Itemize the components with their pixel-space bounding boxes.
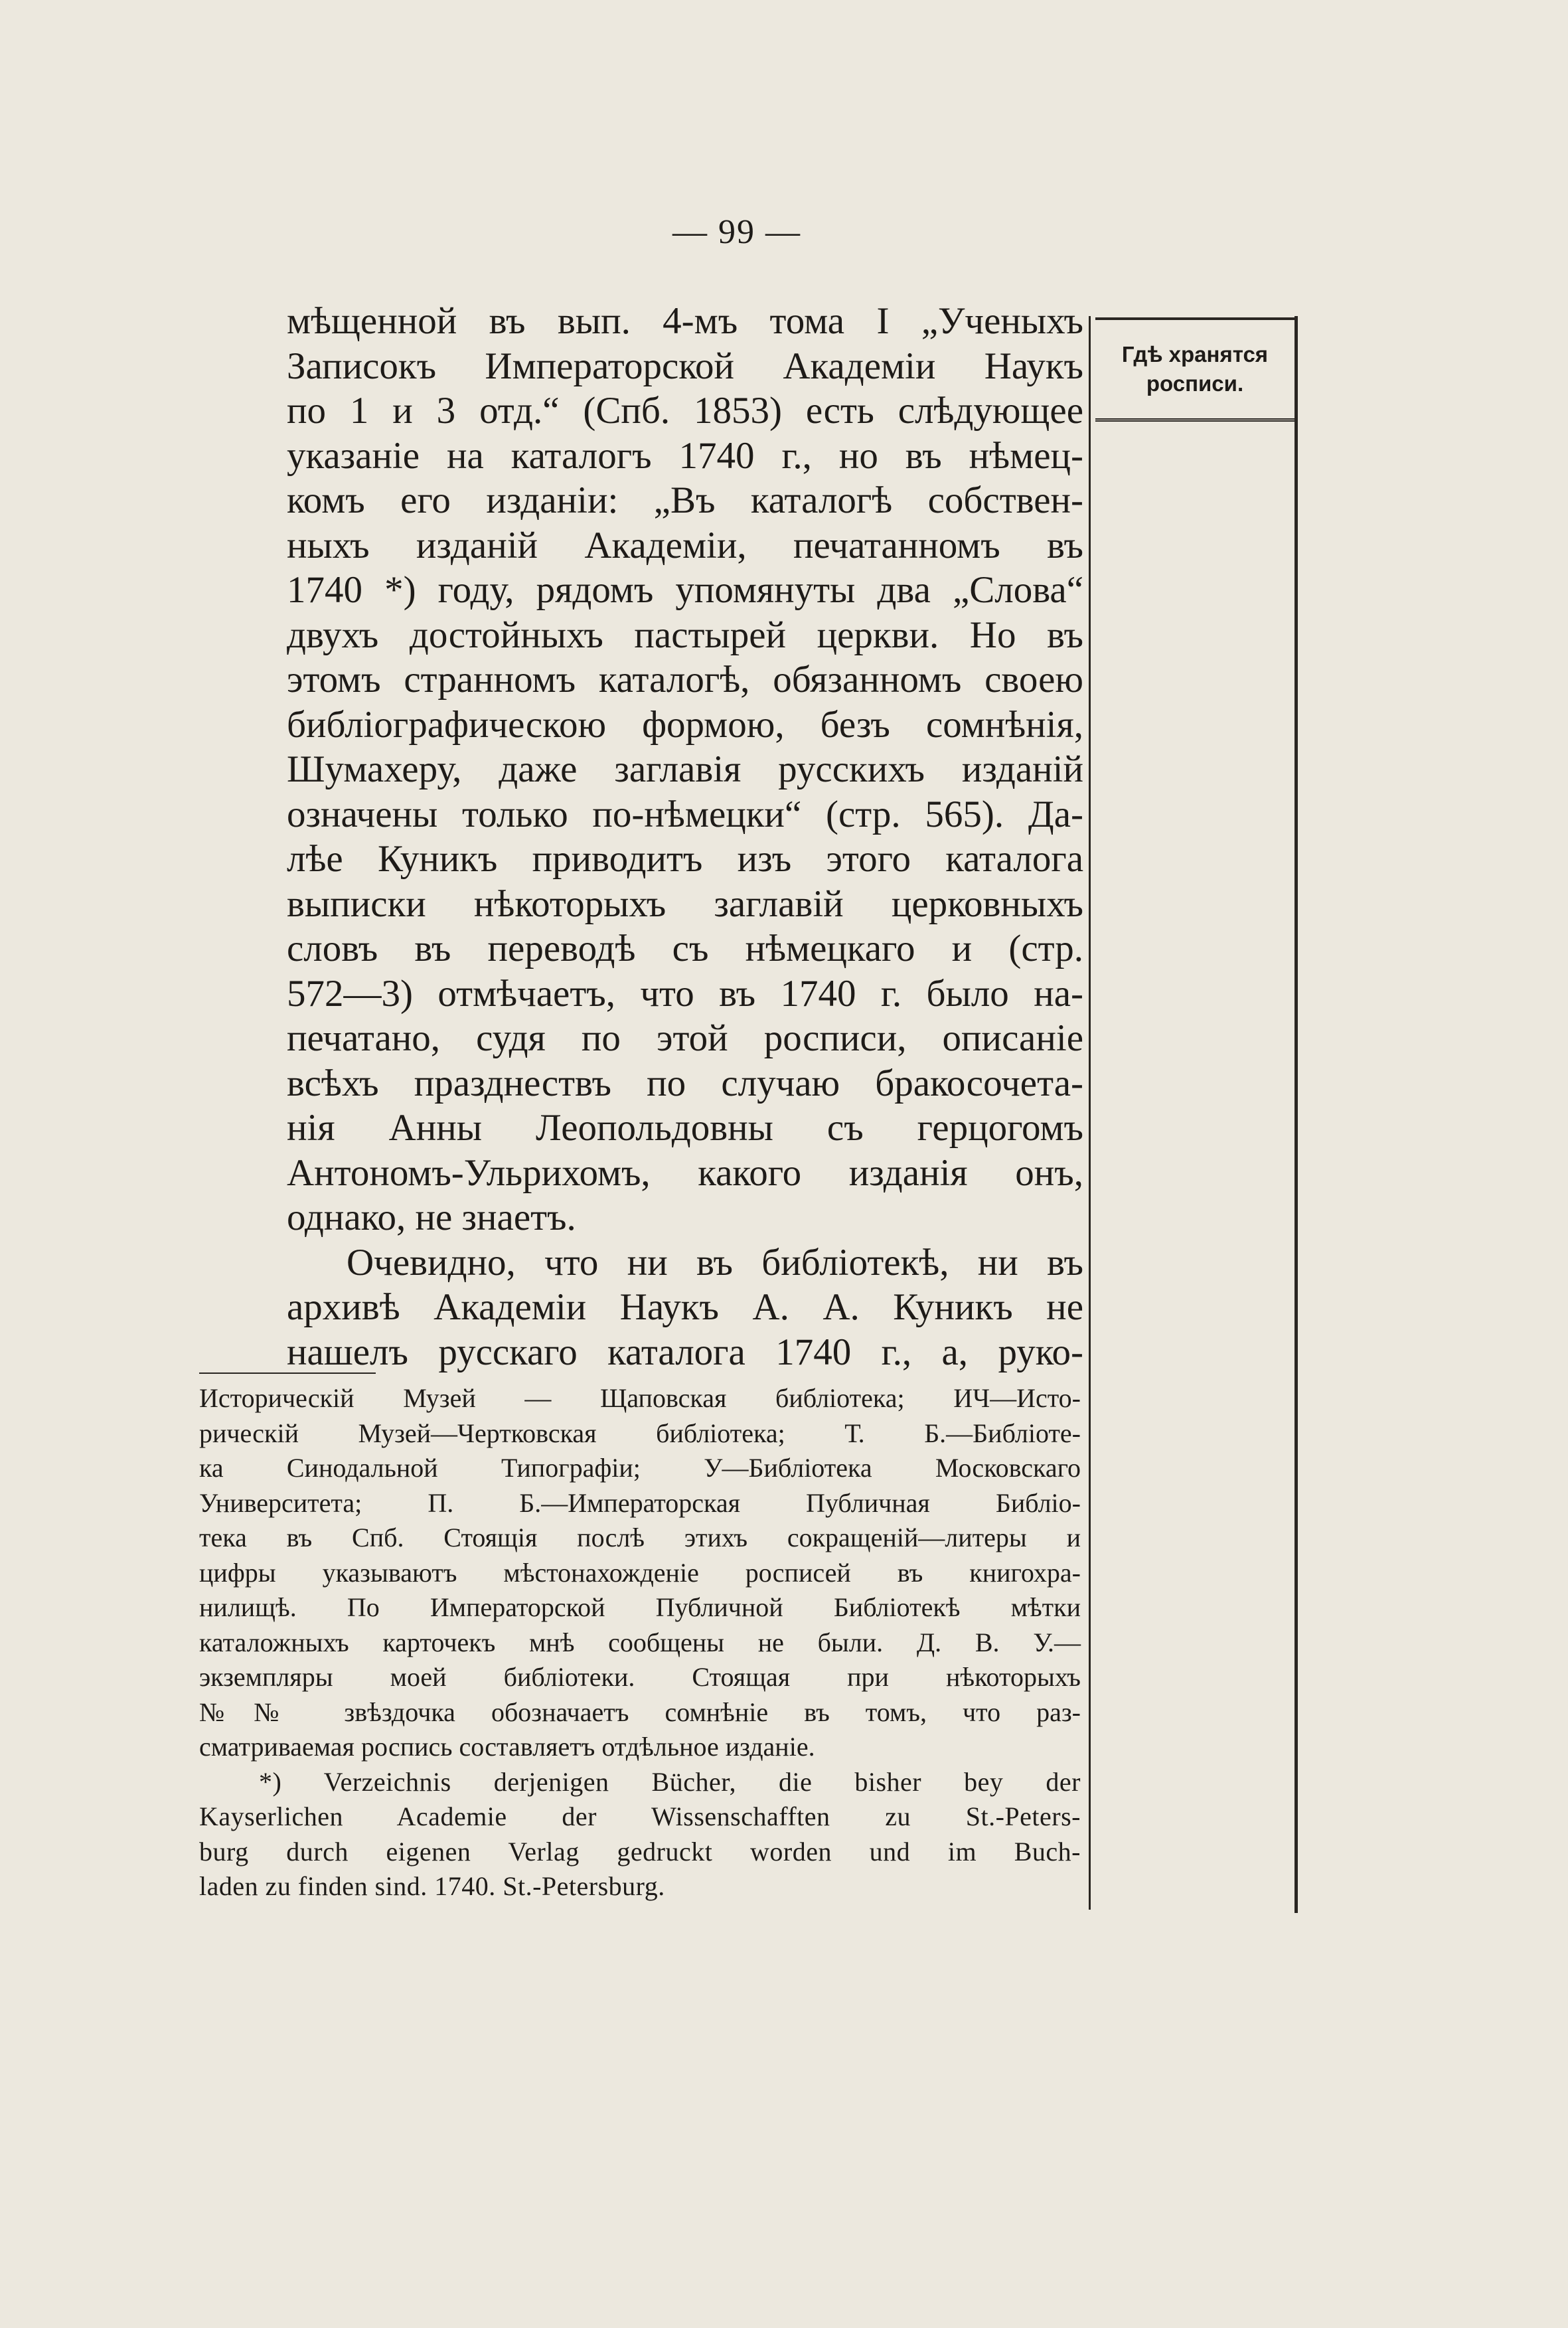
body-line: печатано, судя по этой росписи, описаніе (287, 1017, 1083, 1059)
body-line: архивѣ Академіи Наукъ А. А. Куникъ не (287, 1286, 1083, 1328)
margin-rule-right (1294, 316, 1298, 1913)
german-footnote-line: *) Verzeichnis derjenigen Bücher, die bisher bey der (259, 1766, 1081, 1797)
margin-note-box (1095, 317, 1294, 422)
footnote-line: Историческій Музей — Щаповская библіотека; ИЧ—Исто- (199, 1383, 1081, 1413)
body-line: по 1 и 3 отд.“ (Спб. 1853) есть слѣдующее (287, 390, 1083, 432)
margin-note-line: Гдѣ хранятся (1121, 342, 1269, 367)
footnote-line: нилищѣ. По Императорской Публичной Библіотекѣ мѣтки (199, 1592, 1081, 1622)
body-line: означены только по-нѣмецки“ (стр. 565). Да- (287, 793, 1083, 835)
footnote-line: каталожныхъ карточекъ мнѣ сообщены не были. Д. В. У.— (199, 1627, 1081, 1657)
body-line: ныхъ изданій Академіи, печатанномъ въ (287, 524, 1083, 566)
footnote-line: Университета; П. Б.—Императорская Публичная Библіо- (199, 1487, 1081, 1518)
footnote-line: экземпляры моей библіотеки. Стоящая при нѣкоторыхъ (199, 1662, 1081, 1692)
body-line: этомъ странномъ каталогѣ, обязанномъ своею (287, 659, 1083, 701)
margin-rule-left (1089, 316, 1091, 1910)
body-line: 1740 *) году, рядомъ упомянуты два „Слова“ (287, 569, 1083, 611)
body-line: Записокъ Императорской Академіи Наукъ (287, 345, 1083, 387)
footnote-line: цифры указываютъ мѣстонахожденіе росписей въ книгохра- (199, 1557, 1081, 1588)
main-body-text (287, 299, 1083, 1374)
german-footnote-line: laden zu finden sind. 1740. St.-Petersburg. (199, 1871, 665, 1901)
footnotes (199, 1381, 1081, 1904)
german-footnote-line: Kayserlichen Academie der Wissenschafften zu St.-Peters- (199, 1801, 1081, 1831)
body-line: нашелъ русскаго каталога 1740 г., а, руко- (287, 1331, 1083, 1373)
body-line: 572—3) отмѣчаетъ, что въ 1740 г. было на- (287, 972, 1083, 1015)
margin-note (1122, 340, 1268, 398)
body-line: Антономъ-Ульрихомъ, какого изданія онъ, (287, 1151, 1083, 1194)
footnote-line: №№ звѣздочка обозначаетъ сомнѣніе въ томъ, что раз- (199, 1697, 1081, 1727)
page-number: — 99 — (672, 213, 801, 251)
body-line: однако, не знаетъ. (287, 1197, 576, 1238)
footnote-line: тека въ Спб. Стоящія послѣ этихъ сокращеній—литеры и (199, 1523, 1081, 1552)
body-line: всѣхъ празднествъ по случаю бракосочета- (287, 1062, 1083, 1104)
german-footnote-line: burg durch eigenen Verlag gedruckt worden und im Buch- (199, 1836, 1081, 1867)
body-line: Шумахеру, даже заглавія русскихъ изданій (287, 748, 1083, 790)
body-line: двухъ достойныхъ пастырей церкви. Но въ (287, 614, 1083, 656)
footnote-line: рическій Музей—Чертковская библіотека; Т. Б.—Библіоте- (199, 1418, 1081, 1448)
body-line: выписки нѣкоторыхъ заглавій церковныхъ (287, 882, 1083, 925)
footnote-line: ка Синодальной Типографіи; У—Библіотека Московскаго (199, 1453, 1081, 1483)
margin-note-line: росписи. (1146, 371, 1244, 396)
body-line: словъ въ переводѣ съ нѣмецкаго и (стр. (287, 928, 1083, 969)
footnote-line: сматриваемая роспись составляетъ отдѣльное изданіе. (199, 1732, 815, 1762)
body-line: комъ его изданіи: „Въ каталогѣ собствен- (287, 479, 1083, 521)
body-line: библіографическою формою, безъ сомнѣнія, (287, 703, 1083, 746)
body-line: мѣщенной въ вып. 4-мъ тома I „Ученыхъ (287, 300, 1083, 342)
footnote-divider (199, 1372, 376, 1374)
body-line: указаніе на каталогъ 1740 г., но въ нѣмец- (287, 434, 1083, 477)
body-line: нія Анны Леопольдовны съ герцогомъ (287, 1107, 1083, 1149)
body-line: Очевидно, что ни въ библіотекѣ, ни въ (347, 1241, 1083, 1284)
body-line: лѣе Куникъ приводитъ изъ этого каталога (287, 838, 1083, 880)
